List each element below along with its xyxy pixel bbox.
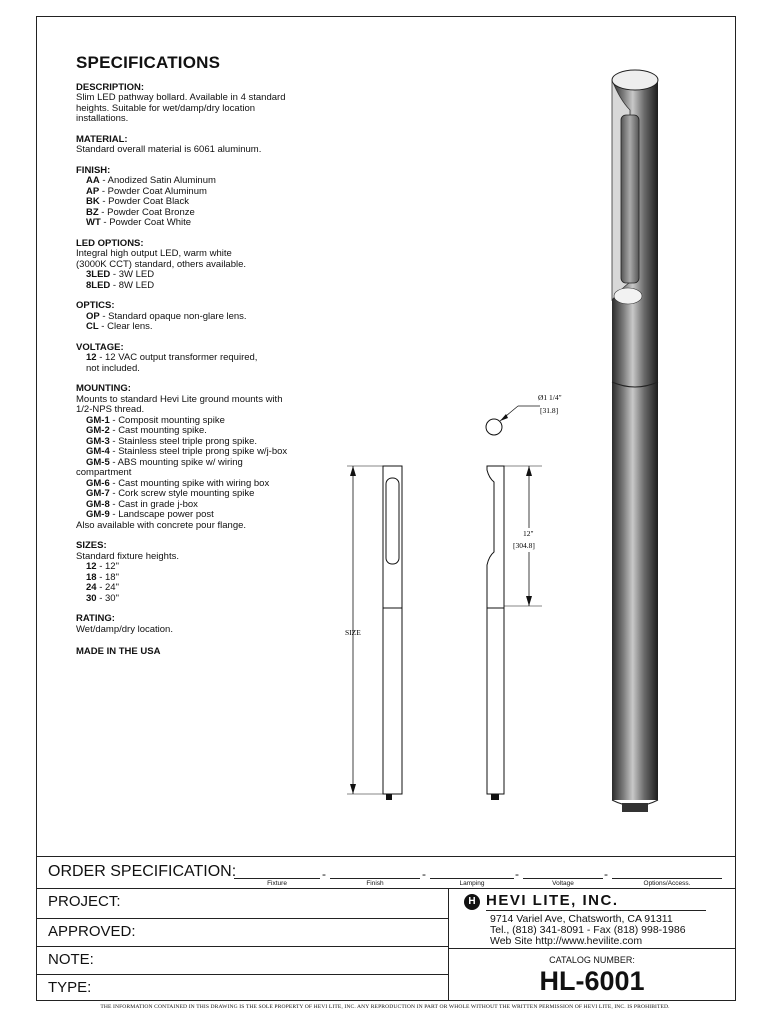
finish-option: WT - Powder Coat White (86, 217, 192, 228)
height-arrow-top (526, 466, 532, 476)
diameter-label-mm: [31.8] (540, 406, 559, 415)
company-web: Web Site http://www.hevilite.com (490, 935, 643, 947)
type-label: TYPE: (48, 979, 92, 996)
front-view (345, 466, 402, 800)
mounting-option: GM-2 - Cast mounting spike. (86, 425, 207, 436)
height-label-mm: [304.8] (513, 541, 535, 550)
type-row[interactable] (36, 974, 448, 1000)
bollard-cutout-base (614, 288, 642, 304)
bollard-render (612, 70, 658, 812)
catalog-number: HL-6001 (539, 966, 645, 996)
optics-option: CL - Clear lens. (86, 321, 153, 332)
finish-option: AA - Anodized Satin Aluminum (86, 175, 216, 186)
mounting-option: GM-5 - ABS mounting spike w/ wiring (86, 456, 243, 468)
sizes-line: Standard fixture heights. (76, 550, 179, 562)
description-line: Slim LED pathway bollard. Available in 4 standard (76, 92, 286, 103)
mounting-option: GM-8 - Cast in grade j-box (86, 498, 198, 510)
rating-heading: RATING: (76, 613, 115, 624)
size-label: SIZE (345, 628, 361, 637)
bollard-thread (622, 803, 648, 812)
voltage-option: 12 - 12 VAC output transformer required, (86, 352, 258, 363)
catalog-divider (448, 948, 736, 949)
fixture-field[interactable] (234, 877, 320, 879)
voltage-field[interactable] (523, 877, 603, 879)
note-row[interactable] (36, 946, 448, 972)
mounting-option: GM-7 - Cork screw style mounting spike (86, 488, 255, 499)
fixture-caption: Fixture (267, 880, 287, 887)
order-specification-row (36, 856, 736, 888)
approved-row[interactable] (36, 918, 448, 944)
finish-option: AP - Powder Coat Aluminum (86, 185, 207, 197)
top-view-circle (486, 419, 502, 435)
mounting-option: GM-1 - Composit mounting spike (86, 414, 225, 426)
lamping-field[interactable] (430, 877, 514, 879)
voltage-caption: Voltage (552, 880, 574, 887)
size-option: 30 - 30" (86, 592, 119, 604)
size-arrow-bottom (350, 784, 356, 794)
options-caption: Options/Access. (643, 880, 691, 887)
led-option: 3LED - 3W LED (86, 269, 155, 280)
description-line: heights. Suitable for wet/damp/dry location (76, 102, 256, 114)
catalog-label: CATALOG NUMBER: (549, 955, 635, 965)
order-dash: - (422, 867, 426, 881)
approved-label: APPROVED: (48, 923, 136, 940)
mounting-option-cont: compartment (76, 467, 132, 478)
finish-caption: Finish (366, 880, 384, 887)
height-arrow-bottom (526, 596, 532, 606)
options-field[interactable] (612, 877, 722, 879)
material-line: Standard overall material is 6061 aluminum. (76, 144, 262, 155)
order-dash: - (515, 867, 519, 881)
led-line: Integral high output LED, warm white (76, 248, 232, 259)
side-view (487, 466, 548, 800)
mounting-option: GM-6 - Cast mounting spike with wiring box (86, 477, 270, 489)
mounting-option: GM-4 - Stainless steel triple prong spike w/j-box (86, 446, 288, 457)
size-option: 24 - 24" (86, 582, 119, 593)
finish-field[interactable] (330, 877, 420, 879)
project-label: PROJECT: (48, 893, 121, 910)
height-label: 12" (523, 529, 534, 538)
mounting-footer: Also available with concrete pour flange. (76, 519, 247, 531)
side-view-body (487, 466, 504, 794)
led-line: (3000K CCT) standard, others available. (76, 258, 247, 270)
size-option: 12 - 12" (86, 561, 119, 572)
copyright-footer: THE INFORMATION CONTAINED IN THIS DRAWING IS THE SOLE PROPERTY OF HEVI LITE, INC. ANY REPRODUCTION IN PART OR WHOLE WITHOUT THE WRITTEN PERMISSION OF HEVI LITE, INC. IS PROHIBITED. (100, 1004, 670, 1010)
order-dash: - (604, 867, 608, 881)
specifications-title: SPECIFICATIONS (76, 53, 221, 72)
hevi-lite-logo-icon: H (464, 894, 480, 910)
made-in-usa: MADE IN THE USA (76, 646, 161, 657)
bollard-top-cap (612, 70, 658, 90)
company-phone: Tel., (818) 341-8091 - Fax (818) 998-1986 (490, 924, 686, 936)
note-label: NOTE: (48, 951, 94, 968)
bollard-lens (621, 115, 639, 283)
company-name: HEVI LITE, INC. (486, 892, 619, 909)
order-dash: - (322, 867, 326, 881)
finish-option: BZ - Powder Coat Bronze (86, 206, 195, 218)
side-view-thread (491, 794, 499, 800)
mounting-option: GM-3 - Stainless steel triple prong spike. (86, 435, 258, 447)
top-view (486, 393, 562, 435)
sizes-heading: SIZES: (76, 540, 107, 551)
diameter-label: Ø1 1/4" (538, 393, 562, 402)
material-heading: MATERIAL: (76, 133, 128, 145)
mounting-option: GM-9 - Landscape power post (86, 509, 214, 520)
finish-option: BK - Powder Coat Black (86, 196, 189, 207)
voltage-heading: VOLTAGE: (76, 341, 124, 353)
voltage-note: not included. (86, 362, 140, 374)
led-option: 8LED - 8W LED (86, 279, 155, 291)
mounting-line: Mounts to standard Hevi Lite ground mounts with (76, 393, 283, 405)
optics-option: OP - Standard opaque non-glare lens. (86, 310, 247, 322)
mounting-heading: MOUNTING: (76, 383, 131, 394)
size-arrow-top (350, 466, 356, 476)
company-contact (490, 914, 686, 947)
description-line: installations. (76, 113, 129, 124)
optics-heading: OPTICS: (76, 300, 115, 311)
mounting-line: 1/2-NPS thread. (76, 404, 145, 415)
order-spec-label: ORDER SPECIFICATION: (48, 863, 237, 880)
size-option: 18 - 18" (86, 571, 119, 583)
front-view-thread (386, 794, 392, 800)
lamping-caption: Lamping (459, 880, 485, 887)
description-heading: DESCRIPTION: (76, 81, 145, 93)
finish-heading: FINISH: (76, 164, 111, 176)
rating-line: Wet/damp/dry location. (76, 623, 173, 635)
front-view-lens (386, 478, 399, 564)
company-address: 9714 Variel Ave, Chatsworth, CA 91311 (490, 913, 673, 925)
led-heading: LED OPTIONS: (76, 237, 144, 249)
company-underline (486, 910, 706, 911)
